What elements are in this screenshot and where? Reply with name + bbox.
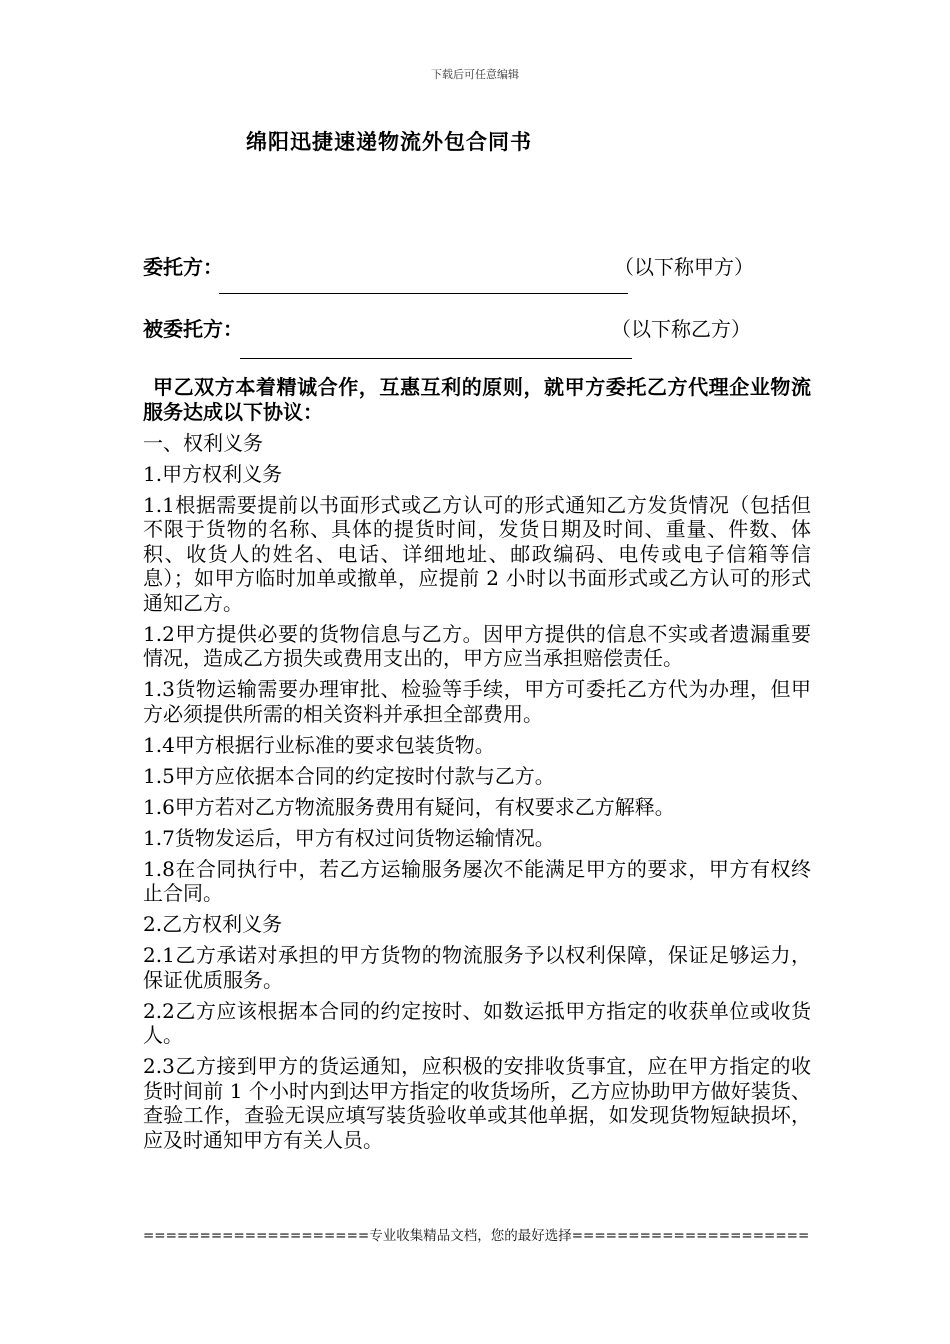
clause-paragraph: 1.1根据需要提前以书面形式或乙方认可的形式通知乙方发货情况（包括但不限于货物的名称、具体的提货时间，发货日期及时间、重量、件数、体积、收货人的姓名、电话、详细地址、邮政编码、电传或电子信箱等信息）；如甲方临时加单或撤单，应提前 2 小时以书面形式或乙方认可的形式通知乙方。 [143, 492, 811, 615]
contract-body [143, 375, 811, 1159]
party-b-blank-line [240, 358, 632, 359]
clause-paragraph: 1.8在合同执行中，若乙方运输服务屡次不能满足甲方的要求，甲方有权终止合同。 [143, 856, 811, 905]
party-a-blank-line [219, 293, 628, 294]
clause-paragraph: 2.2乙方应该根据本合同的约定按时、如数运抵甲方指定的收获单位或收货人。 [143, 998, 811, 1047]
footer-banner: ====================专业收集精品文档，您的最好选择===================== [143, 1228, 810, 1244]
clause-paragraph: 1.5甲方应依据本合同的约定按时付款与乙方。 [143, 763, 555, 788]
header-note: 下载后可任意编辑 [431, 68, 519, 81]
party-b-note: （以下称乙方） [611, 317, 751, 341]
party-a-note: （以下称甲方） [614, 255, 754, 279]
clause-paragraph: 1.7货物发运后，甲方有权过问货物运输情况。 [143, 825, 555, 850]
clause-paragraph: 1.2甲方提供必要的货物信息与乙方。因甲方提供的信息不实或者遗漏重要情况，造成乙方损失或费用支出的，甲方应当承担赔偿责任。 [143, 621, 811, 670]
party-a-label: 委托方： [143, 255, 223, 279]
clause-paragraph: 1.3货物运输需要办理审批、检验等手续，甲方可委托乙方代为办理，但甲方必须提供所需的相关资料并承担全部费用。 [143, 677, 811, 726]
clause-paragraph: 1.4甲方根据行业标准的要求包装货物。 [143, 732, 495, 757]
document-title: 绵阳迅捷速递物流外包合同书 [246, 129, 532, 154]
clause-paragraph: 2.1乙方承诺对承担的甲方货物的物流服务予以权利保障，保证足够运力，保证优质服务。 [143, 943, 811, 992]
intro-paragraph: 甲乙双方本着精诚合作，互惠互利的原则，就甲方委托乙方代理企业物流服务达成以下协议： [143, 375, 811, 424]
subsection-heading: 2.乙方权利义务 [143, 912, 283, 936]
party-b-label: 被委托方： [143, 317, 243, 341]
clause-paragraph: 2.3乙方接到甲方的货运通知，应积极的安排收货事宜，应在甲方指定的收货时间前 1 个小时内到达甲方指定的收货场所，乙方应协助甲方做好装货、查验工作，查验无误应填写装货验收单或其他单据，如发现货物短缺损坏，应及时通知甲方有关人员。 [143, 1054, 811, 1152]
section-heading: 一、权利义务 [143, 430, 263, 455]
clause-paragraph: 1.6甲方若对乙方物流服务费用有疑问，有权要求乙方解释。 [143, 794, 675, 819]
subsection-heading: 1.甲方权利义务 [143, 461, 283, 486]
